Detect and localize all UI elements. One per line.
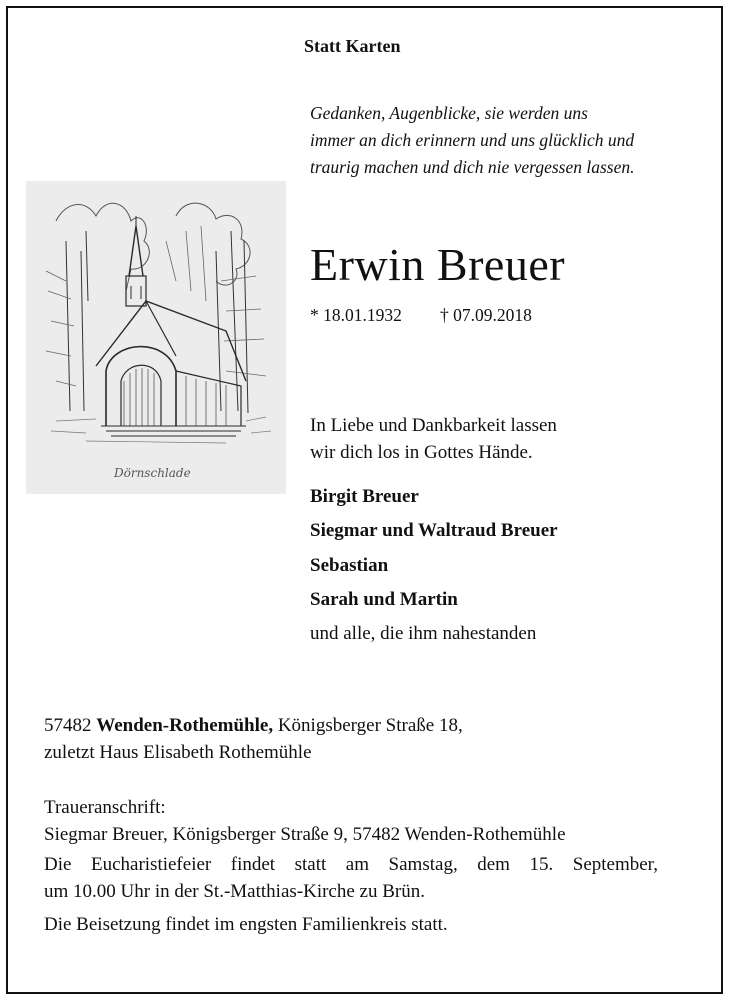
mourners-closing: und alle, die ihm nahestanden — [310, 623, 537, 644]
sketch-caption: Dörnschlade — [114, 466, 191, 480]
address-line-1 — [44, 712, 463, 739]
mourning-address-label: Traueranschrift: — [44, 797, 166, 818]
mourner-name: Sebastian — [310, 555, 389, 576]
quote-line: traurig machen und dich nie vergessen lassen. — [310, 157, 635, 177]
service-info — [44, 851, 658, 905]
mourning-address-value: Siegmar Breuer, Königsberger Straße 9, 57482 Wenden-Rothemühle — [44, 824, 566, 845]
mourning-address — [44, 794, 566, 848]
quote-line: Gedanken, Augenblicke, sie werden uns — [310, 103, 588, 123]
street: Königsberger Straße 18, — [277, 715, 463, 736]
memorial-quote — [310, 100, 635, 181]
deceased-name: Erwin Breuer — [310, 239, 566, 290]
dedication-text — [310, 412, 557, 466]
service-line-2: um 10.00 Uhr in der St.-Matthias-Kirche zu Brün. — [44, 881, 425, 902]
chapel-sketch-image — [26, 181, 286, 494]
address-line-2: zuletzt Haus Elisabeth Rothemühle — [44, 742, 312, 763]
death-date: † 07.09.2018 — [440, 305, 532, 325]
mourner-name: Birgit Breuer — [310, 486, 419, 507]
mourner-name: Siegmar und Waltraud Breuer — [310, 520, 558, 541]
postcode: 57482 — [44, 715, 92, 736]
quote-line: immer an dich erinnern und uns glücklich und — [310, 130, 635, 150]
statt-karten-heading: Statt Karten — [304, 36, 401, 56]
residence-address — [44, 712, 463, 766]
service-line-1: Die Eucharistiefeier findet statt am Samstag, dem 15. September, — [44, 854, 658, 875]
dedication-line: In Liebe und Dankbarkeit lassen — [310, 415, 557, 436]
burial-info: Die Beisetzung findet im engsten Familienkreis statt. — [44, 914, 448, 935]
place-name: Wenden-Rothemühle, — [96, 715, 274, 736]
mourner-name: Sarah und Martin — [310, 589, 458, 610]
birth-date: * 18.01.1932 — [310, 305, 402, 325]
dedication-line: wir dich los in Gottes Hände. — [310, 442, 533, 463]
